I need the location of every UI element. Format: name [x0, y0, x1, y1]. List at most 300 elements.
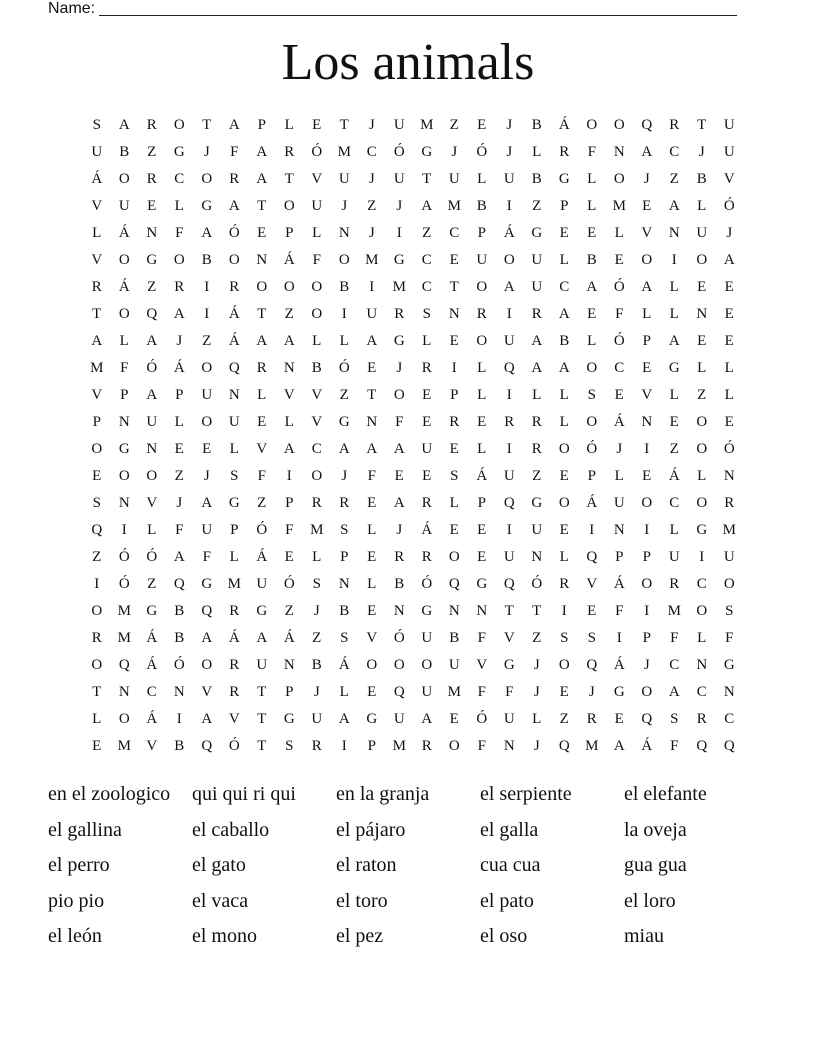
grid-letter[interactable]: E	[724, 306, 734, 322]
grid-letter[interactable]: R	[421, 549, 432, 565]
grid-letter[interactable]: I	[699, 549, 705, 565]
grid-letter[interactable]: R	[421, 360, 432, 376]
grid-letter[interactable]: T	[697, 117, 707, 133]
grid-letter[interactable]: R	[91, 630, 102, 646]
grid-letter[interactable]: I	[616, 630, 622, 646]
grid-letter[interactable]: J	[698, 144, 705, 160]
grid-letter[interactable]: B	[311, 657, 322, 673]
grid-letter[interactable]: Á	[118, 279, 130, 295]
grid-letter[interactable]: B	[339, 603, 350, 619]
grid-letter[interactable]: J	[588, 684, 595, 700]
grid-letter[interactable]: F	[615, 603, 624, 619]
grid-letter[interactable]: C	[669, 144, 680, 160]
grid-letter[interactable]: U	[421, 441, 433, 457]
grid-letter[interactable]: O	[641, 576, 653, 592]
grid-letter[interactable]: G	[723, 657, 735, 673]
grid-letter[interactable]: R	[146, 117, 157, 133]
grid-letter[interactable]: R	[394, 306, 405, 322]
grid-letter[interactable]: L	[614, 225, 624, 241]
grid-letter[interactable]: R	[586, 711, 597, 727]
grid-letter[interactable]: A	[558, 360, 570, 376]
grid-letter[interactable]: V	[641, 387, 653, 403]
grid-letter[interactable]: Ó	[393, 630, 405, 646]
grid-letter[interactable]: S	[587, 630, 596, 646]
grid-letter[interactable]: T	[257, 198, 267, 214]
grid-letter[interactable]: Ó	[146, 549, 158, 565]
grid-letter[interactable]: E	[587, 603, 597, 619]
grid-letter[interactable]: F	[230, 144, 239, 160]
grid-letter[interactable]: A	[531, 333, 543, 349]
name-underline[interactable]	[99, 0, 737, 16]
grid-letter[interactable]: G	[173, 144, 185, 160]
grid-letter[interactable]: L	[724, 360, 734, 376]
grid-letter[interactable]: O	[503, 252, 515, 268]
grid-letter[interactable]: J	[643, 171, 650, 187]
grid-letter[interactable]: M	[310, 522, 324, 538]
grid-letter[interactable]: N	[118, 684, 130, 700]
grid-letter[interactable]: J	[396, 522, 403, 538]
grid-letter[interactable]: T	[504, 603, 514, 619]
grid-letter[interactable]: O	[558, 441, 570, 457]
grid-letter[interactable]: Q	[586, 657, 598, 673]
grid-letter[interactable]: V	[146, 738, 158, 754]
grid-letter[interactable]: G	[228, 495, 240, 511]
grid-letter[interactable]: U	[421, 630, 433, 646]
grid-letter[interactable]: R	[256, 360, 267, 376]
grid-letter[interactable]: Q	[201, 738, 213, 754]
grid-letter[interactable]: U	[503, 333, 515, 349]
grid-letter[interactable]: Ó	[476, 144, 488, 160]
grid-letter[interactable]: P	[615, 549, 624, 565]
grid-letter[interactable]: E	[257, 414, 267, 430]
grid-letter[interactable]: O	[696, 495, 708, 511]
grid-letter[interactable]: V	[91, 198, 103, 214]
grid-letter[interactable]: B	[531, 171, 542, 187]
grid-letter[interactable]: L	[174, 198, 184, 214]
grid-letter[interactable]: L	[174, 414, 184, 430]
grid-letter[interactable]: U	[118, 198, 130, 214]
grid-letter[interactable]: Q	[641, 711, 653, 727]
grid-letter[interactable]: P	[642, 549, 651, 565]
grid-letter[interactable]: Á	[613, 657, 625, 673]
grid-letter[interactable]: U	[503, 171, 515, 187]
grid-letter[interactable]: V	[476, 657, 488, 673]
grid-letter[interactable]: N	[503, 738, 515, 754]
grid-letter[interactable]: G	[201, 576, 213, 592]
grid-letter[interactable]: T	[257, 306, 267, 322]
grid-letter[interactable]: Á	[146, 630, 158, 646]
grid-letter[interactable]: Ó	[476, 711, 488, 727]
grid-letter[interactable]: L	[642, 306, 652, 322]
grid-letter[interactable]: M	[365, 252, 379, 268]
grid-letter[interactable]: U	[393, 171, 405, 187]
grid-letter[interactable]: J	[341, 468, 348, 484]
grid-letter[interactable]: F	[395, 414, 404, 430]
grid-letter[interactable]: Ó	[723, 441, 735, 457]
grid-letter[interactable]: V	[723, 171, 735, 187]
grid-letter[interactable]: O	[118, 171, 130, 187]
grid-letter[interactable]: J	[313, 684, 320, 700]
grid-letter[interactable]: Á	[173, 360, 185, 376]
grid-letter[interactable]: Á	[283, 630, 295, 646]
grid-letter[interactable]: A	[256, 333, 268, 349]
grid-letter[interactable]: R	[531, 441, 542, 457]
grid-letter[interactable]: E	[477, 549, 487, 565]
grid-letter[interactable]: E	[202, 441, 212, 457]
grid-letter[interactable]: R	[229, 171, 240, 187]
grid-letter[interactable]: U	[723, 549, 735, 565]
grid-letter[interactable]: I	[589, 522, 595, 538]
grid-letter[interactable]: R	[531, 306, 542, 322]
grid-letter[interactable]: O	[586, 414, 598, 430]
grid-letter[interactable]: Á	[228, 306, 240, 322]
grid-letter[interactable]: L	[257, 387, 267, 403]
grid-letter[interactable]: Z	[532, 198, 542, 214]
grid-letter[interactable]: M	[585, 738, 599, 754]
grid-letter[interactable]: B	[311, 360, 322, 376]
grid-letter[interactable]: N	[723, 684, 735, 700]
grid-letter[interactable]: Q	[696, 738, 708, 754]
grid-letter[interactable]: T	[257, 738, 267, 754]
grid-letter[interactable]: N	[613, 522, 625, 538]
grid-letter[interactable]: E	[614, 387, 624, 403]
grid-letter[interactable]: V	[311, 414, 323, 430]
grid-letter[interactable]: C	[311, 441, 322, 457]
grid-letter[interactable]: P	[175, 387, 184, 403]
grid-letter[interactable]: E	[367, 603, 377, 619]
grid-letter[interactable]: Ó	[531, 576, 543, 592]
grid-letter[interactable]: O	[448, 549, 460, 565]
grid-letter[interactable]: Á	[586, 495, 598, 511]
grid-letter[interactable]: Á	[641, 738, 653, 754]
grid-letter[interactable]: C	[174, 171, 185, 187]
grid-letter[interactable]: S	[312, 576, 321, 592]
grid-letter[interactable]: I	[671, 252, 677, 268]
grid-letter[interactable]: F	[670, 630, 679, 646]
grid-letter[interactable]: U	[448, 171, 460, 187]
grid-letter[interactable]: Ó	[586, 441, 598, 457]
grid-letter[interactable]: U	[228, 414, 240, 430]
grid-letter[interactable]: J	[368, 171, 375, 187]
grid-letter[interactable]: N	[448, 603, 460, 619]
grid-letter[interactable]: C	[449, 225, 460, 241]
grid-letter[interactable]: O	[558, 495, 570, 511]
grid-letter[interactable]: M	[117, 738, 131, 754]
grid-letter[interactable]: V	[311, 387, 323, 403]
grid-letter[interactable]: F	[505, 684, 514, 700]
grid-letter[interactable]: U	[311, 711, 323, 727]
grid-letter[interactable]: J	[368, 225, 375, 241]
grid-letter[interactable]: E	[724, 333, 734, 349]
grid-letter[interactable]: L	[422, 333, 432, 349]
grid-letter[interactable]: O	[366, 657, 378, 673]
grid-letter[interactable]: N	[118, 414, 130, 430]
grid-letter[interactable]: U	[503, 468, 515, 484]
grid-letter[interactable]: P	[120, 387, 129, 403]
grid-letter[interactable]: A	[723, 252, 735, 268]
grid-letter[interactable]: L	[587, 198, 597, 214]
grid-letter[interactable]: V	[311, 171, 323, 187]
grid-letter[interactable]: O	[146, 468, 158, 484]
grid-letter[interactable]: O	[476, 333, 488, 349]
grid-letter[interactable]: R	[229, 279, 240, 295]
grid-letter[interactable]: E	[147, 198, 157, 214]
grid-letter[interactable]: N	[118, 495, 130, 511]
grid-letter[interactable]: E	[422, 387, 432, 403]
grid-letter[interactable]: J	[368, 117, 375, 133]
grid-letter[interactable]: J	[533, 657, 540, 673]
grid-letter[interactable]: R	[696, 711, 707, 727]
grid-letter[interactable]: Á	[503, 225, 515, 241]
grid-letter[interactable]: G	[668, 360, 680, 376]
grid-letter[interactable]: E	[642, 468, 652, 484]
grid-letter[interactable]: R	[91, 279, 102, 295]
grid-letter[interactable]: S	[422, 306, 431, 322]
grid-letter[interactable]: L	[229, 549, 239, 565]
grid-letter[interactable]: U	[421, 684, 433, 700]
grid-letter[interactable]: J	[396, 198, 403, 214]
grid-letter[interactable]: F	[477, 630, 486, 646]
grid-letter[interactable]: A	[201, 495, 213, 511]
grid-letter[interactable]: Z	[532, 468, 542, 484]
grid-letter[interactable]: S	[340, 522, 349, 538]
grid-letter[interactable]: A	[393, 495, 405, 511]
grid-letter[interactable]: J	[176, 333, 183, 349]
grid-letter[interactable]: I	[506, 198, 512, 214]
grid-letter[interactable]: U	[91, 144, 103, 160]
grid-letter[interactable]: I	[341, 306, 347, 322]
grid-letter[interactable]: L	[532, 144, 542, 160]
grid-letter[interactable]: M	[392, 738, 406, 754]
grid-letter[interactable]: O	[283, 198, 295, 214]
grid-letter[interactable]: E	[92, 738, 102, 754]
grid-letter[interactable]: A	[201, 711, 213, 727]
grid-letter[interactable]: E	[449, 333, 459, 349]
grid-letter[interactable]: L	[312, 333, 322, 349]
grid-letter[interactable]: U	[146, 414, 158, 430]
grid-letter[interactable]: I	[451, 360, 457, 376]
grid-letter[interactable]: O	[393, 657, 405, 673]
grid-letter[interactable]: S	[560, 630, 569, 646]
grid-letter[interactable]: B	[119, 144, 130, 160]
grid-letter[interactable]: E	[367, 684, 377, 700]
grid-letter[interactable]: R	[146, 171, 157, 187]
grid-letter[interactable]: E	[697, 279, 707, 295]
grid-letter[interactable]: Z	[202, 333, 212, 349]
grid-letter[interactable]: J	[726, 225, 733, 241]
grid-letter[interactable]: O	[118, 252, 130, 268]
grid-letter[interactable]: V	[366, 630, 378, 646]
grid-letter[interactable]: B	[586, 252, 597, 268]
grid-letter[interactable]: A	[173, 306, 185, 322]
grid-letter[interactable]: L	[559, 252, 569, 268]
grid-letter[interactable]: N	[531, 549, 543, 565]
grid-letter[interactable]: S	[725, 603, 734, 619]
grid-letter[interactable]: Z	[449, 117, 459, 133]
grid-letter[interactable]: A	[201, 225, 213, 241]
grid-letter[interactable]: L	[697, 198, 707, 214]
grid-letter[interactable]: E	[614, 711, 624, 727]
grid-letter[interactable]: Z	[697, 387, 707, 403]
grid-letter[interactable]: P	[92, 414, 101, 430]
grid-letter[interactable]: A	[256, 171, 268, 187]
grid-letter[interactable]: Ó	[723, 198, 735, 214]
grid-letter[interactable]: C	[724, 711, 735, 727]
grid-letter[interactable]: V	[91, 387, 103, 403]
grid-letter[interactable]: E	[477, 522, 487, 538]
grid-letter[interactable]: Z	[669, 171, 679, 187]
grid-letter[interactable]: S	[450, 468, 459, 484]
grid-letter[interactable]: L	[477, 387, 487, 403]
grid-letter[interactable]: E	[642, 198, 652, 214]
grid-letter[interactable]: J	[506, 117, 513, 133]
grid-letter[interactable]: E	[614, 252, 624, 268]
grid-letter[interactable]: Q	[393, 684, 405, 700]
grid-letter[interactable]: J	[396, 360, 403, 376]
grid-letter[interactable]: P	[257, 117, 266, 133]
grid-letter[interactable]: U	[531, 522, 543, 538]
grid-letter[interactable]: A	[146, 387, 158, 403]
grid-letter[interactable]: G	[256, 603, 268, 619]
grid-letter[interactable]: P	[477, 495, 486, 511]
grid-letter[interactable]: O	[641, 684, 653, 700]
grid-letter[interactable]: Q	[558, 738, 570, 754]
grid-letter[interactable]: L	[284, 414, 294, 430]
grid-letter[interactable]: L	[449, 495, 459, 511]
grid-letter[interactable]: O	[641, 495, 653, 511]
grid-letter[interactable]: V	[146, 495, 158, 511]
grid-letter[interactable]: N	[476, 603, 488, 619]
grid-letter[interactable]: B	[696, 171, 707, 187]
grid-letter[interactable]: A	[531, 360, 543, 376]
grid-letter[interactable]: O	[118, 468, 130, 484]
grid-letter[interactable]: U	[723, 117, 735, 133]
grid-letter[interactable]: Ó	[613, 333, 625, 349]
grid-letter[interactable]: Á	[668, 468, 680, 484]
grid-letter[interactable]: R	[284, 144, 295, 160]
grid-letter[interactable]: M	[227, 576, 241, 592]
grid-letter[interactable]: I	[176, 711, 182, 727]
grid-letter[interactable]: Q	[118, 657, 130, 673]
grid-letter[interactable]: G	[613, 684, 625, 700]
grid-letter[interactable]: E	[559, 522, 569, 538]
grid-letter[interactable]: U	[366, 306, 378, 322]
grid-letter[interactable]: Ó	[311, 144, 323, 160]
grid-letter[interactable]: L	[559, 414, 569, 430]
grid-letter[interactable]: F	[202, 549, 211, 565]
grid-letter[interactable]: O	[558, 657, 570, 673]
grid-letter[interactable]: U	[476, 252, 488, 268]
grid-letter[interactable]: V	[228, 711, 240, 727]
grid-letter[interactable]: R	[559, 144, 570, 160]
grid-letter[interactable]: Z	[284, 603, 294, 619]
grid-letter[interactable]: B	[559, 333, 570, 349]
grid-letter[interactable]: U	[311, 198, 323, 214]
grid-letter[interactable]: E	[449, 711, 459, 727]
grid-letter[interactable]: O	[118, 306, 130, 322]
grid-letter[interactable]: F	[477, 738, 486, 754]
grid-letter[interactable]: A	[668, 198, 680, 214]
grid-letter[interactable]: S	[285, 738, 294, 754]
grid-letter[interactable]: R	[174, 279, 185, 295]
grid-letter[interactable]: G	[283, 711, 295, 727]
grid-letter[interactable]: L	[367, 576, 377, 592]
grid-letter[interactable]: E	[422, 414, 432, 430]
grid-letter[interactable]: R	[449, 414, 460, 430]
grid-letter[interactable]: E	[477, 414, 487, 430]
grid-letter[interactable]: U	[338, 171, 350, 187]
grid-letter[interactable]: O	[91, 603, 103, 619]
grid-letter[interactable]: Ó	[173, 657, 185, 673]
grid-letter[interactable]: V	[283, 387, 295, 403]
grid-letter[interactable]: Z	[92, 549, 102, 565]
grid-letter[interactable]: E	[449, 522, 459, 538]
grid-letter[interactable]: Q	[146, 306, 158, 322]
grid-letter[interactable]: Á	[283, 252, 295, 268]
grid-letter[interactable]: Ó	[393, 144, 405, 160]
grid-letter[interactable]: J	[506, 144, 513, 160]
grid-letter[interactable]: Ó	[421, 576, 433, 592]
grid-letter[interactable]: A	[173, 549, 185, 565]
grid-letter[interactable]: M	[722, 522, 736, 538]
grid-letter[interactable]: A	[641, 279, 653, 295]
grid-letter[interactable]: Á	[146, 657, 158, 673]
grid-letter[interactable]: N	[723, 468, 735, 484]
grid-letter[interactable]: E	[367, 360, 377, 376]
grid-letter[interactable]: E	[174, 441, 184, 457]
grid-letter[interactable]: A	[338, 711, 350, 727]
grid-letter[interactable]: N	[146, 225, 158, 241]
grid-letter[interactable]: J	[176, 495, 183, 511]
grid-letter[interactable]: J	[451, 144, 458, 160]
grid-letter[interactable]: S	[92, 495, 101, 511]
grid-letter[interactable]: O	[256, 279, 268, 295]
grid-letter[interactable]: F	[477, 684, 486, 700]
grid-letter[interactable]: V	[91, 252, 103, 268]
grid-letter[interactable]: A	[283, 333, 295, 349]
grid-letter[interactable]: L	[119, 333, 129, 349]
grid-letter[interactable]: A	[393, 441, 405, 457]
grid-letter[interactable]: F	[175, 225, 184, 241]
grid-letter[interactable]: E	[724, 279, 734, 295]
grid-letter[interactable]: O	[613, 117, 625, 133]
grid-letter[interactable]: G	[503, 657, 515, 673]
grid-letter[interactable]: I	[341, 738, 347, 754]
grid-letter[interactable]: U	[201, 522, 213, 538]
grid-letter[interactable]: U	[503, 711, 515, 727]
grid-letter[interactable]: N	[696, 657, 708, 673]
grid-letter[interactable]: E	[394, 468, 404, 484]
grid-letter[interactable]: G	[201, 198, 213, 214]
grid-letter[interactable]: P	[367, 738, 376, 754]
grid-letter[interactable]: G	[393, 252, 405, 268]
grid-letter[interactable]: O	[476, 279, 488, 295]
grid-letter[interactable]: N	[146, 441, 158, 457]
grid-letter[interactable]: I	[286, 468, 292, 484]
grid-letter[interactable]: Ó	[146, 360, 158, 376]
grid-letter[interactable]: Q	[91, 522, 103, 538]
grid-letter[interactable]: N	[366, 414, 378, 430]
grid-letter[interactable]: O	[201, 657, 213, 673]
grid-letter[interactable]: A	[256, 630, 268, 646]
grid-letter[interactable]: L	[697, 468, 707, 484]
grid-letter[interactable]: P	[230, 522, 239, 538]
grid-letter[interactable]: Q	[503, 576, 515, 592]
grid-letter[interactable]: O	[723, 576, 735, 592]
grid-letter[interactable]: R	[339, 495, 350, 511]
grid-letter[interactable]: Q	[503, 495, 515, 511]
grid-letter[interactable]: L	[724, 387, 734, 403]
